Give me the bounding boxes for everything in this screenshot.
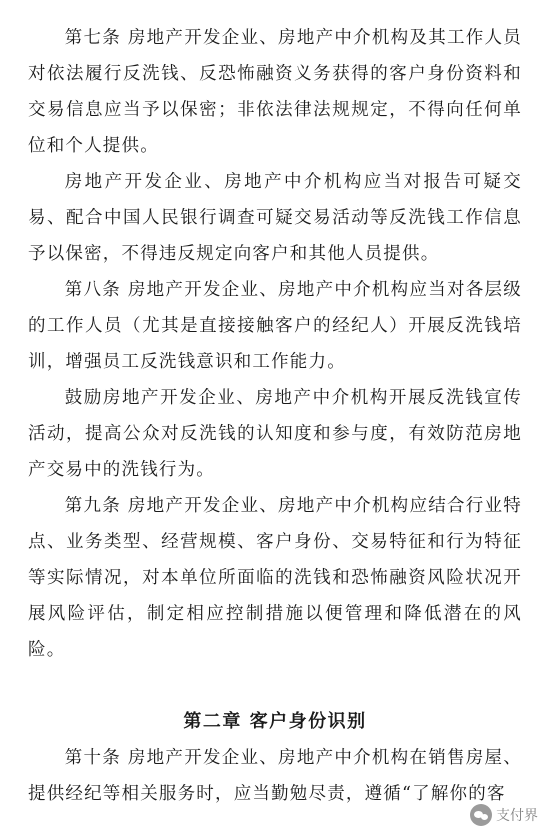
article-7-confidentiality-paragraph: 房地产开发企业、房地产中介机构应当对报告可疑交易、配合中国人民银行调查可疑交易活动等反洗钱工作信息予以保密，不得违反规定向客户和其他人员提供。 xyxy=(28,172,522,264)
article-8-publicity-paragraph: 鼓励房地产开发企业、房地产中介机构开展反洗钱宣传活动，提高公众对反洗钱的认知度和参与度，有效防范房地产交易中的洗钱行为。 xyxy=(28,388,522,480)
watermark-text: 支付界 xyxy=(496,808,538,824)
watermark xyxy=(470,804,538,826)
section-spacer xyxy=(28,668,522,704)
article-8-paragraph: 第八条 房地产开发企业、房地产中介机构应当对各层级的工作人员（尤其是直接接触客户的经纪人）开展反洗钱培训，增强员工反洗钱意识和工作能力。 xyxy=(28,280,522,372)
wechat-icon xyxy=(470,804,492,826)
article-7-paragraph: 第七条 房地产开发企业、房地产中介机构及其工作人员对依法履行反洗钱、反恐怖融资义务获得的客户身份资料和交易信息应当予以保密；非依法律法规规定，不得向任何单位和个人提供。 xyxy=(28,28,522,156)
article-9-paragraph: 第九条 房地产开发企业、房地产中介机构应结合行业特点、业务类型、经营规模、客户身份、交易特征和行为特征等实际情况，对本单位所面临的洗钱和恐怖融资风险状况开展风险评估，制定相应控制措施以便管理和降低潜在的风险。 xyxy=(28,496,522,660)
article-10-paragraph: 第十条 房地产开发企业、房地产中介机构在销售房屋、提供经纪等相关服务时，应当勤勉尽责，遵循“了解你的客 xyxy=(28,748,522,804)
chapter-heading: 第二章 客户身份识别 xyxy=(183,711,367,732)
